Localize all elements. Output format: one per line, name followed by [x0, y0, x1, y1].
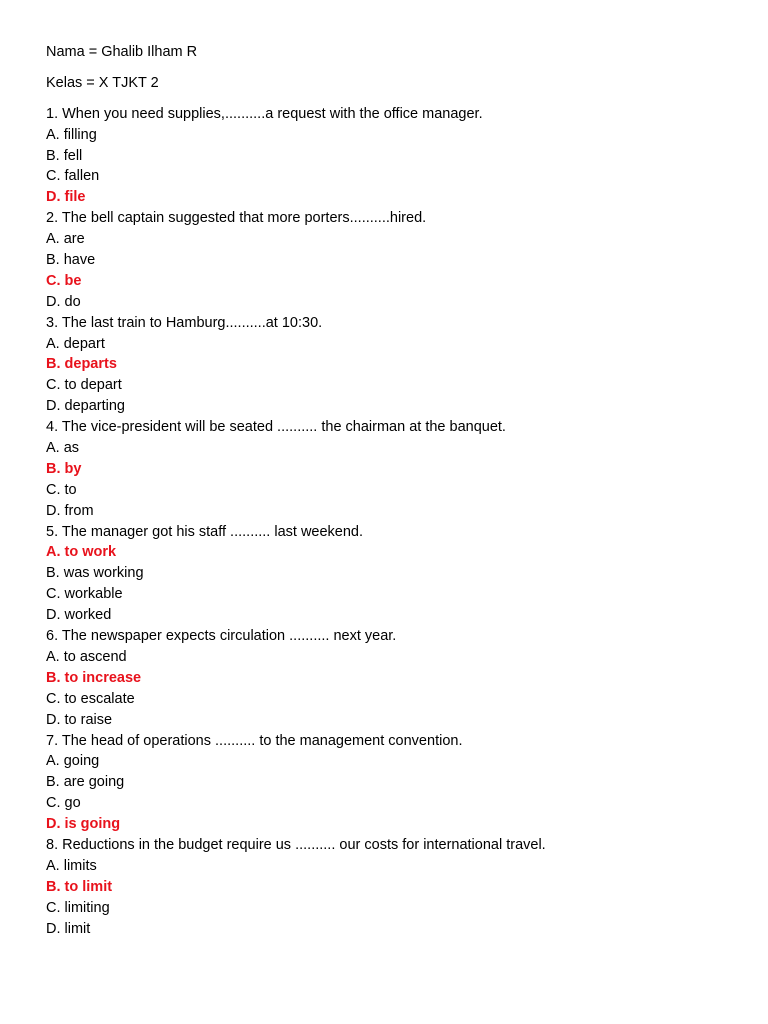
answer-option: B. fell	[46, 147, 83, 164]
answer-option: A. as	[46, 440, 80, 457]
question-block	[46, 417, 736, 521]
answer-option: C. workable	[46, 586, 123, 603]
student-class: Kelas = X TJKT 2	[46, 74, 159, 91]
question-text: 1. When you need supplies,..........a request with the office manager.	[46, 105, 483, 122]
answer-option: A. filling	[46, 126, 97, 143]
answer-option: A. are	[46, 231, 85, 248]
answer-option-selected: B. to limit	[46, 878, 113, 895]
answer-option: A. going	[46, 753, 100, 770]
answer-option: C. limiting	[46, 899, 110, 916]
answer-option: B. have	[46, 252, 96, 269]
answer-option-selected: C. be	[46, 272, 82, 289]
answer-option: C. to escalate	[46, 690, 135, 707]
answer-option: A. depart	[46, 335, 105, 352]
answer-option: C. go	[46, 795, 81, 812]
question-text: 6. The newspaper expects circulation .......... next year.	[46, 628, 397, 645]
answer-option-selected: B. by	[46, 460, 82, 477]
question-block	[46, 522, 736, 626]
answer-option: B. are going	[46, 774, 125, 791]
question-block	[46, 313, 736, 417]
question-text: 8. Reductions in the budget require us .......... our costs for international travel.	[46, 836, 546, 853]
question-text: 5. The manager got his staff .......... last weekend.	[46, 523, 364, 540]
question-text: 4. The vice-president will be seated .......... the chairman at the banquet.	[46, 419, 506, 436]
answer-option: C. to depart	[46, 377, 122, 394]
question-list	[46, 104, 736, 940]
question-text: 2. The bell captain suggested that more porters..........hired.	[46, 210, 427, 227]
question-text: 3. The last train to Hamburg..........at 10:30.	[46, 314, 323, 331]
answer-option-selected: D. is going	[46, 816, 121, 833]
answer-option: D. departing	[46, 398, 125, 415]
question-block	[46, 731, 736, 835]
question-text: 7. The head of operations .......... to the management convention.	[46, 732, 463, 749]
question-block	[46, 104, 736, 208]
answer-option: A. limits	[46, 857, 97, 874]
answer-option: D. from	[46, 502, 94, 519]
answer-option: A. to ascend	[46, 648, 127, 665]
answer-option: D. limit	[46, 920, 91, 937]
answer-option: C. fallen	[46, 168, 100, 185]
question-block	[46, 626, 736, 730]
answer-option-selected: A. to work	[46, 544, 117, 561]
student-name: Nama = Ghalib Ilham R	[46, 44, 198, 60]
question-block	[46, 835, 736, 939]
answer-option: C. to	[46, 481, 77, 498]
answer-option-selected: D. file	[46, 189, 86, 206]
answer-option: B. was working	[46, 565, 144, 582]
question-block	[46, 208, 736, 312]
answer-option-selected: B. to increase	[46, 669, 142, 686]
document-page	[46, 42, 736, 939]
answer-option: D. to raise	[46, 711, 113, 728]
answer-option: D. worked	[46, 607, 112, 624]
answer-option-selected: B. departs	[46, 356, 117, 373]
answer-option: D. do	[46, 293, 81, 310]
